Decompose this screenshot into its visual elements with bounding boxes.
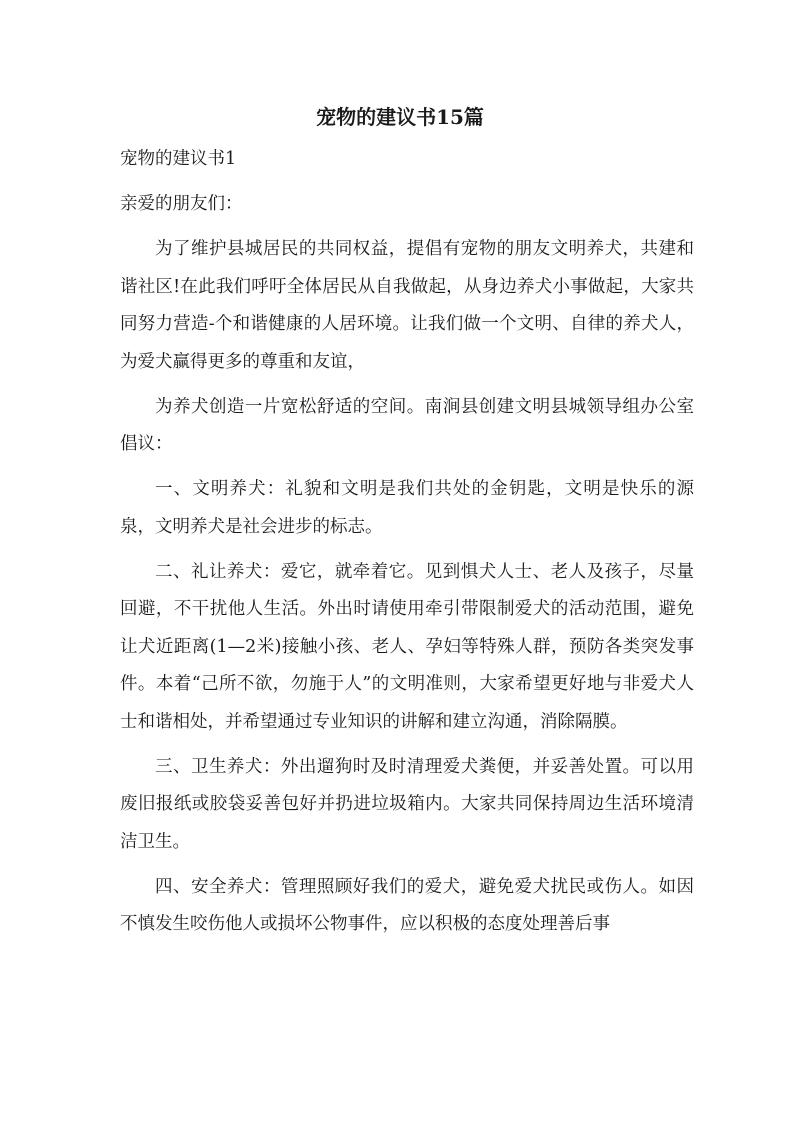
paragraph-courteous-dog-keeping: 二、礼让养犬：爱它，就牵着它。见到惧犬人士、老人及孩子，尽量回避，不干扰他人生活。外出时请使用牵引带限制爱犬的活动范围，避免让犬近距离(1—2米)接触小孩、老人、孕妇等特殊人群，预防各类突发事件。本着“己所不欲，勿施于人”的文明准则，大家希望更好地与非爱犬人士和谐相处，并希望通过专业知识的讲解和建立沟通，消除隔膜。 — [120, 561, 694, 732]
paragraph-initiative: 为养犬创造一片宽松舒适的空间。南涧县创建文明县城领导组办公室倡议： — [120, 396, 694, 454]
document-title: 宠物的建议书15篇 — [316, 105, 484, 129]
paragraph-civilized-dog-keeping: 一、文明养犬：礼貌和文明是我们共处的金钥匙，文明是快乐的源泉，文明养犬是社会进步的标志。 — [120, 479, 694, 537]
salutation: 亲爱的朋友们： — [120, 194, 243, 214]
paragraph-safe-dog-keeping: 四、安全养犬：管理照顾好我们的爱犬，避免爱犬扰民或伤人。如因不慎发生咬伤他人或损坏公物事件，应以积极的态度处理善后事 — [120, 876, 694, 934]
document-body — [120, 141, 694, 951]
paragraph-hygienic-dog-keeping: 三、卫生养犬：外出遛狗时及时清理爱犬粪便，并妥善处置。可以用废旧报纸或胶袋妥善包好并扔进垃圾箱内。大家共同保持周边生活环境清洁卫生。 — [120, 756, 694, 852]
paragraph-intro: 为了维护县城居民的共同权益，提倡有宠物的朋友文明养犬，共建和谐社区!在此我们呼吁全体居民从自我做起，从身边养犬小事做起，大家共同努力营造-个和谐健康的人居环境。让我们做一个文明、自律的养犬人，为爱犬赢得更多的尊重和友谊， — [120, 239, 694, 372]
section-title: 宠物的建议书1 — [120, 149, 237, 169]
